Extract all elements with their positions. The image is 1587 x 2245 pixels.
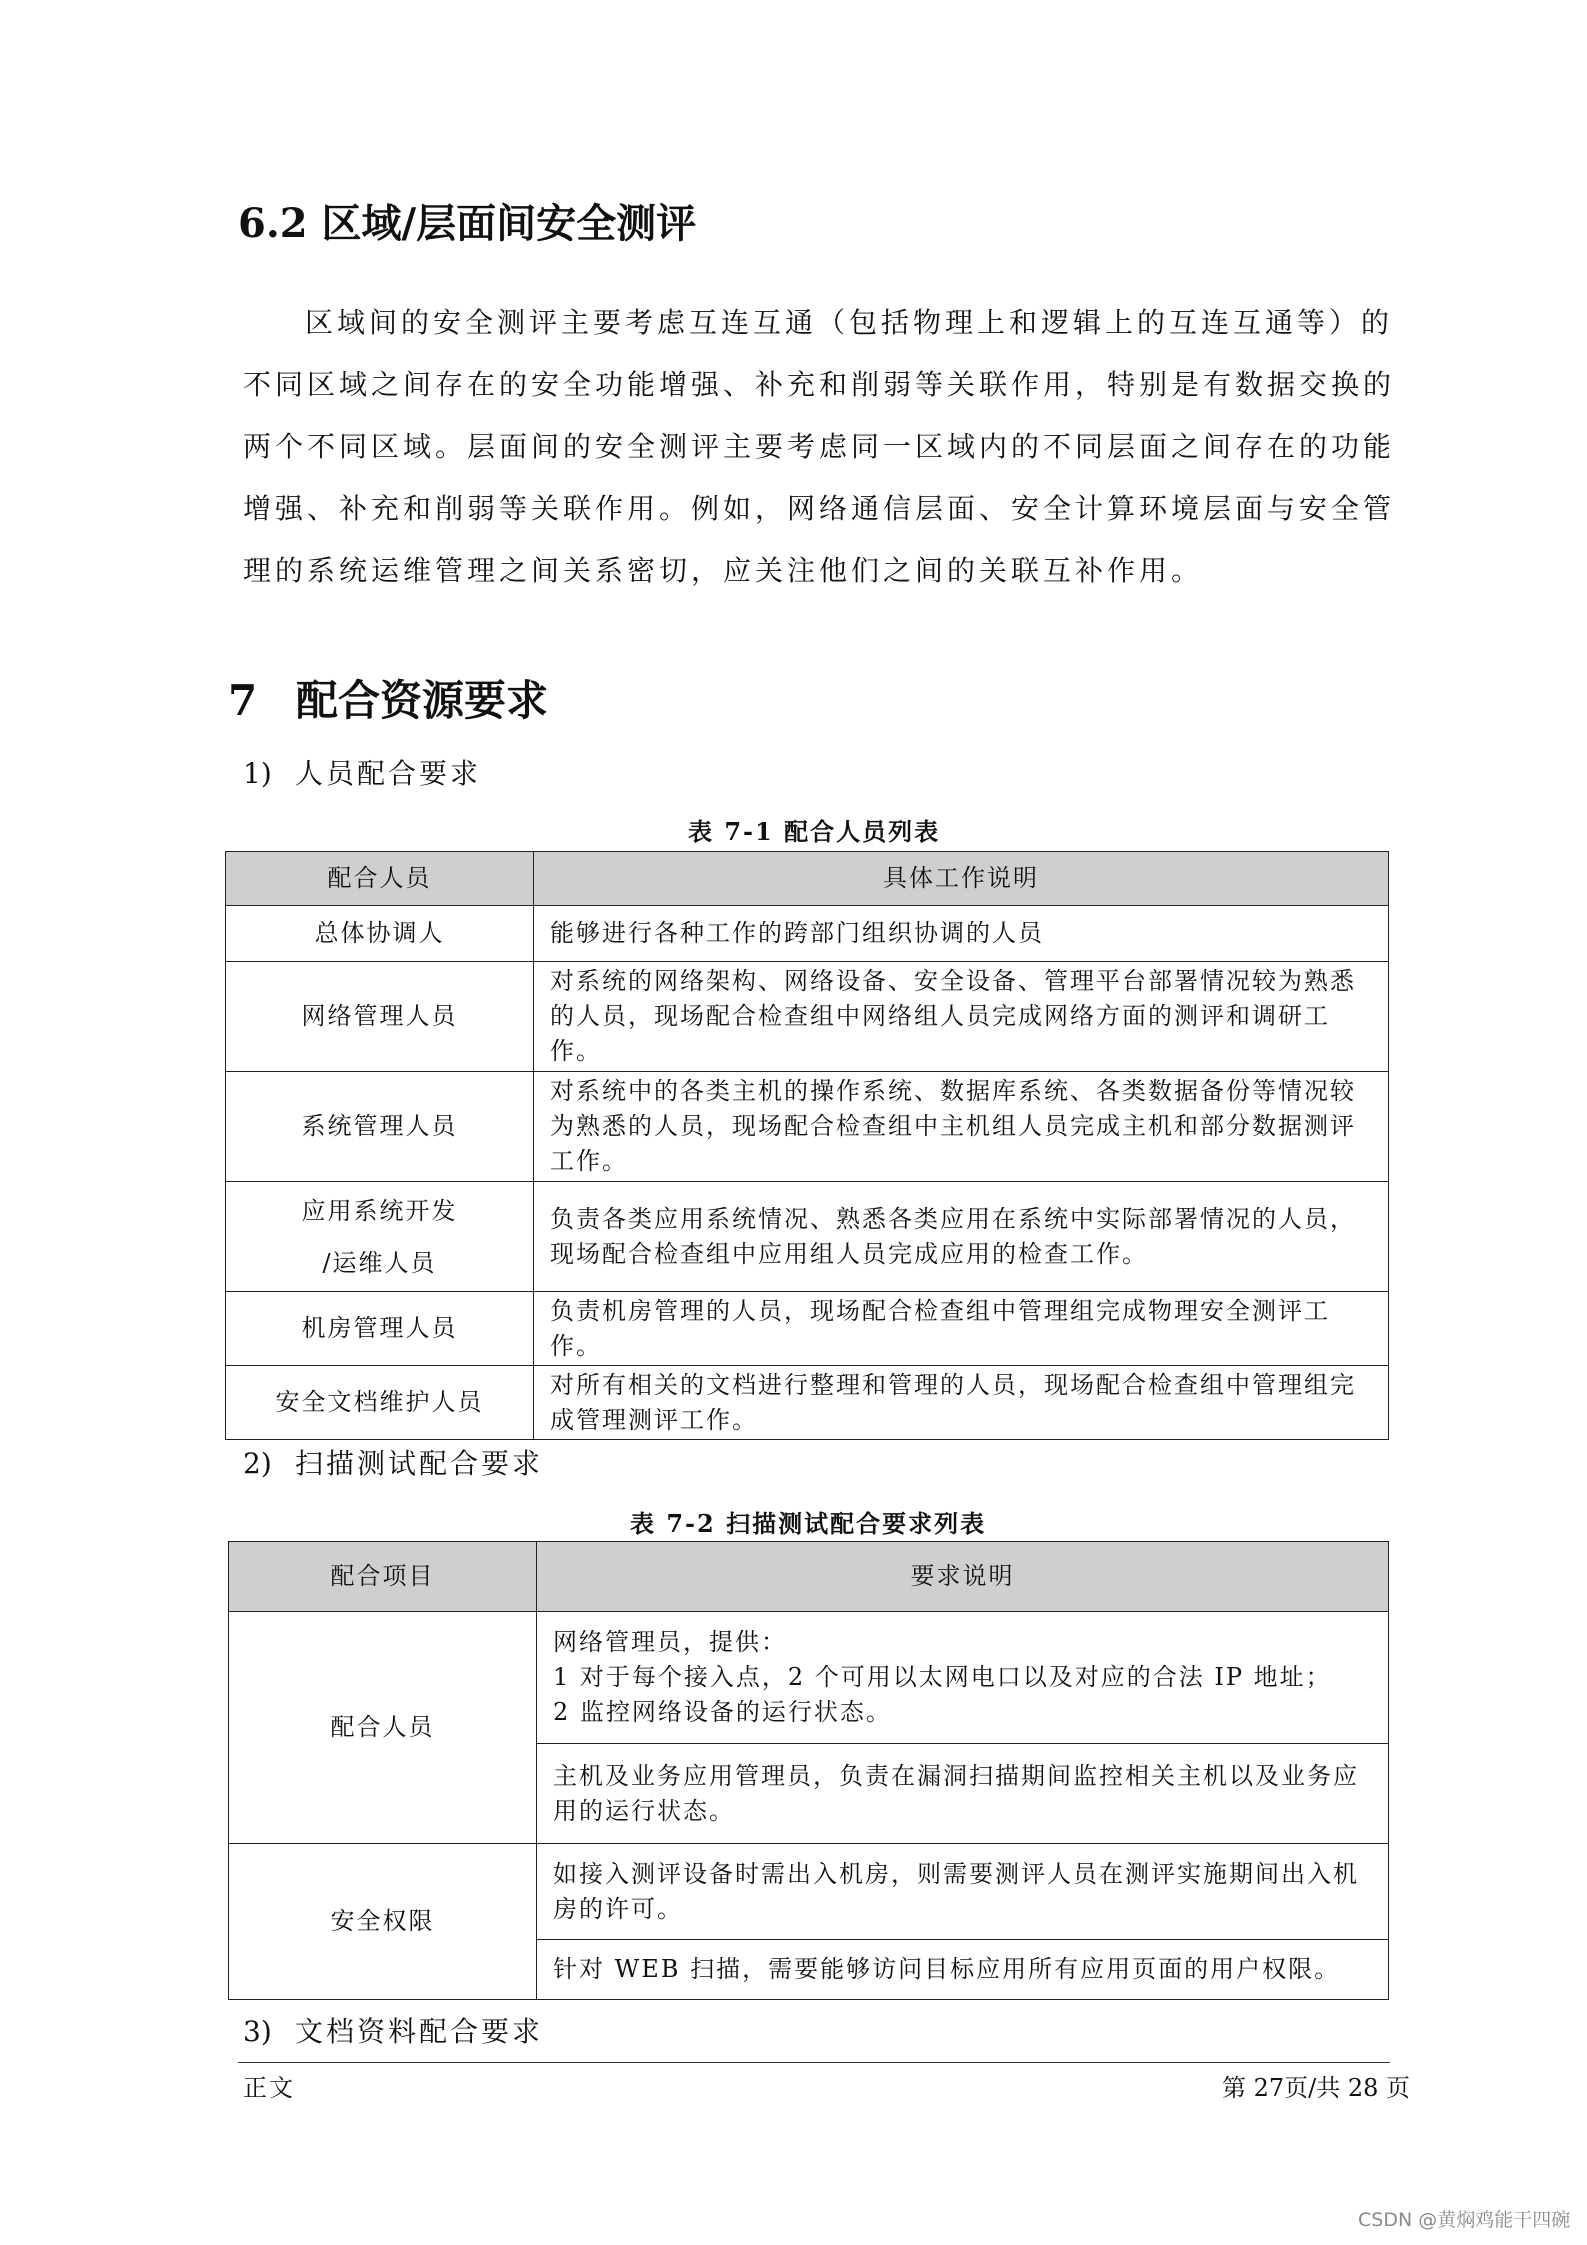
watermark: CSDN @黄焖鸡能干四碗 [1358,2209,1571,2231]
chapter-heading [228,668,548,728]
table-header-cell: 具体工作说明 [534,852,1389,906]
desc-cell: 对系统中的各类主机的操作系统、数据库系统、各类数据备份等情况较为熟悉的人员，现场配合检查组中主机组人员完成主机和部分数据测评工作。 [534,1072,1389,1182]
table-row [226,906,1389,962]
req-cell [537,1612,1389,1744]
item-cell: 配合人员 [229,1612,537,1844]
table-row [226,1182,1389,1292]
list-item-personnel [243,752,481,792]
desc-cell: 负责各类应用系统情况、熟悉各类应用在系统中实际部署情况的人员，现场配合检查组中应用组人员完成应用的检查工作。 [534,1182,1389,1292]
table-row [229,1844,1389,1940]
list-item-number: 3) [243,2015,272,2048]
paragraph-line: 增强、补充和削弱等关联作用。例如，网络通信层面、安全计算环境层面与安全管 [243,492,1396,525]
req-line: 1 对于每个接入点，2 个可用以太网电口以及对应的合法 IP 地址； [553,1663,1332,1691]
desc-cell: 对所有相关的文档进行整理和管理的人员，现场配合检查组中管理组完成管理测评工作。 [534,1366,1389,1440]
role-cell: 系统管理人员 [226,1072,534,1182]
table-header-cell: 要求说明 [537,1542,1389,1612]
req-line: 网络管理员，提供： [553,1628,787,1656]
table-row [226,1072,1389,1182]
role-cell: 安全文档维护人员 [226,1366,534,1440]
list-item-scan [243,1442,543,1482]
req-cell: 主机及业务应用管理员，负责在漏洞扫描期间监控相关主机以及业务应用的运行状态。 [537,1744,1389,1844]
table2-caption: 表 7-2 扫描测试配合要求列表 [630,1509,987,1538]
scan-requirements-table [228,1541,1389,2000]
req-cell: 针对 WEB 扫描，需要能够访问目标应用所有应用页面的用户权限。 [537,1940,1389,2000]
table-header-cell: 配合项目 [229,1542,537,1612]
chapter-number: 7 [228,676,258,725]
paragraph-line: 两个不同区域。层面间的安全测评主要考虑同一区域内的不同层面之间存在的功能 [243,430,1396,463]
table-row [226,1292,1389,1366]
table-header-row [229,1542,1389,1612]
paragraph-line: 理的系统运维管理之间关系密切，应关注他们之间的关联互补作用。 [243,554,1204,587]
personnel-table [225,851,1389,1440]
req-cell: 如接入测评设备时需出入机房，则需要测评人员在测评实施期间出入机房的许可。 [537,1844,1389,1940]
role-line: 应用系统开发 [301,1196,458,1225]
footer-page-number: 第 27页/共 28 页 [1222,2074,1411,2102]
section-heading: 6.2 区域/层面间安全测评 [238,200,697,247]
table-row [226,962,1389,1072]
role-cell: 机房管理人员 [226,1292,534,1366]
table-row [226,1366,1389,1440]
table-row [229,1612,1389,1744]
list-item-documents [243,2010,543,2050]
item-cell: 安全权限 [229,1844,537,2000]
list-item-label: 人员配合要求 [295,757,482,790]
req-line: 2 监控网络设备的运行状态。 [553,1698,892,1726]
table-header-row [226,852,1389,906]
table-header-cell: 配合人员 [226,852,534,906]
paragraph-line: 不同区域之间存在的安全功能增强、补充和削弱等关联作用，特别是有数据交换的 [243,368,1396,401]
desc-cell: 对系统的网络架构、网络设备、安全设备、管理平台部署情况较为熟悉的人员，现场配合检查组中网络组人员完成网络方面的测评和调研工作。 [534,962,1389,1072]
paragraph-line: 区域间的安全测评主要考虑互连互通（包括物理上和逻辑上的互连互通等）的 [305,306,1394,339]
role-line: /运维人员 [322,1248,437,1277]
desc-cell: 负责机房管理的人员，现场配合检查组中管理组完成物理安全测评工作。 [534,1292,1389,1366]
role-cell: 总体协调人 [226,906,534,962]
role-cell [226,1182,534,1292]
desc-cell: 能够进行各种工作的跨部门组织协调的人员 [534,906,1389,962]
footer-divider [238,2062,1390,2063]
role-cell: 网络管理人员 [226,962,534,1072]
list-item-label: 扫描测试配合要求 [295,1447,544,1480]
chapter-title: 配合资源要求 [296,676,549,725]
footer-section-label: 正文 [243,2074,295,2102]
table1-caption: 表 7-1 配合人员列表 [688,817,941,846]
section-paragraph [243,292,1396,602]
list-item-number: 2) [243,1447,272,1480]
list-item-label: 文档资料配合要求 [295,2015,544,2048]
list-item-number: 1) [243,757,272,790]
